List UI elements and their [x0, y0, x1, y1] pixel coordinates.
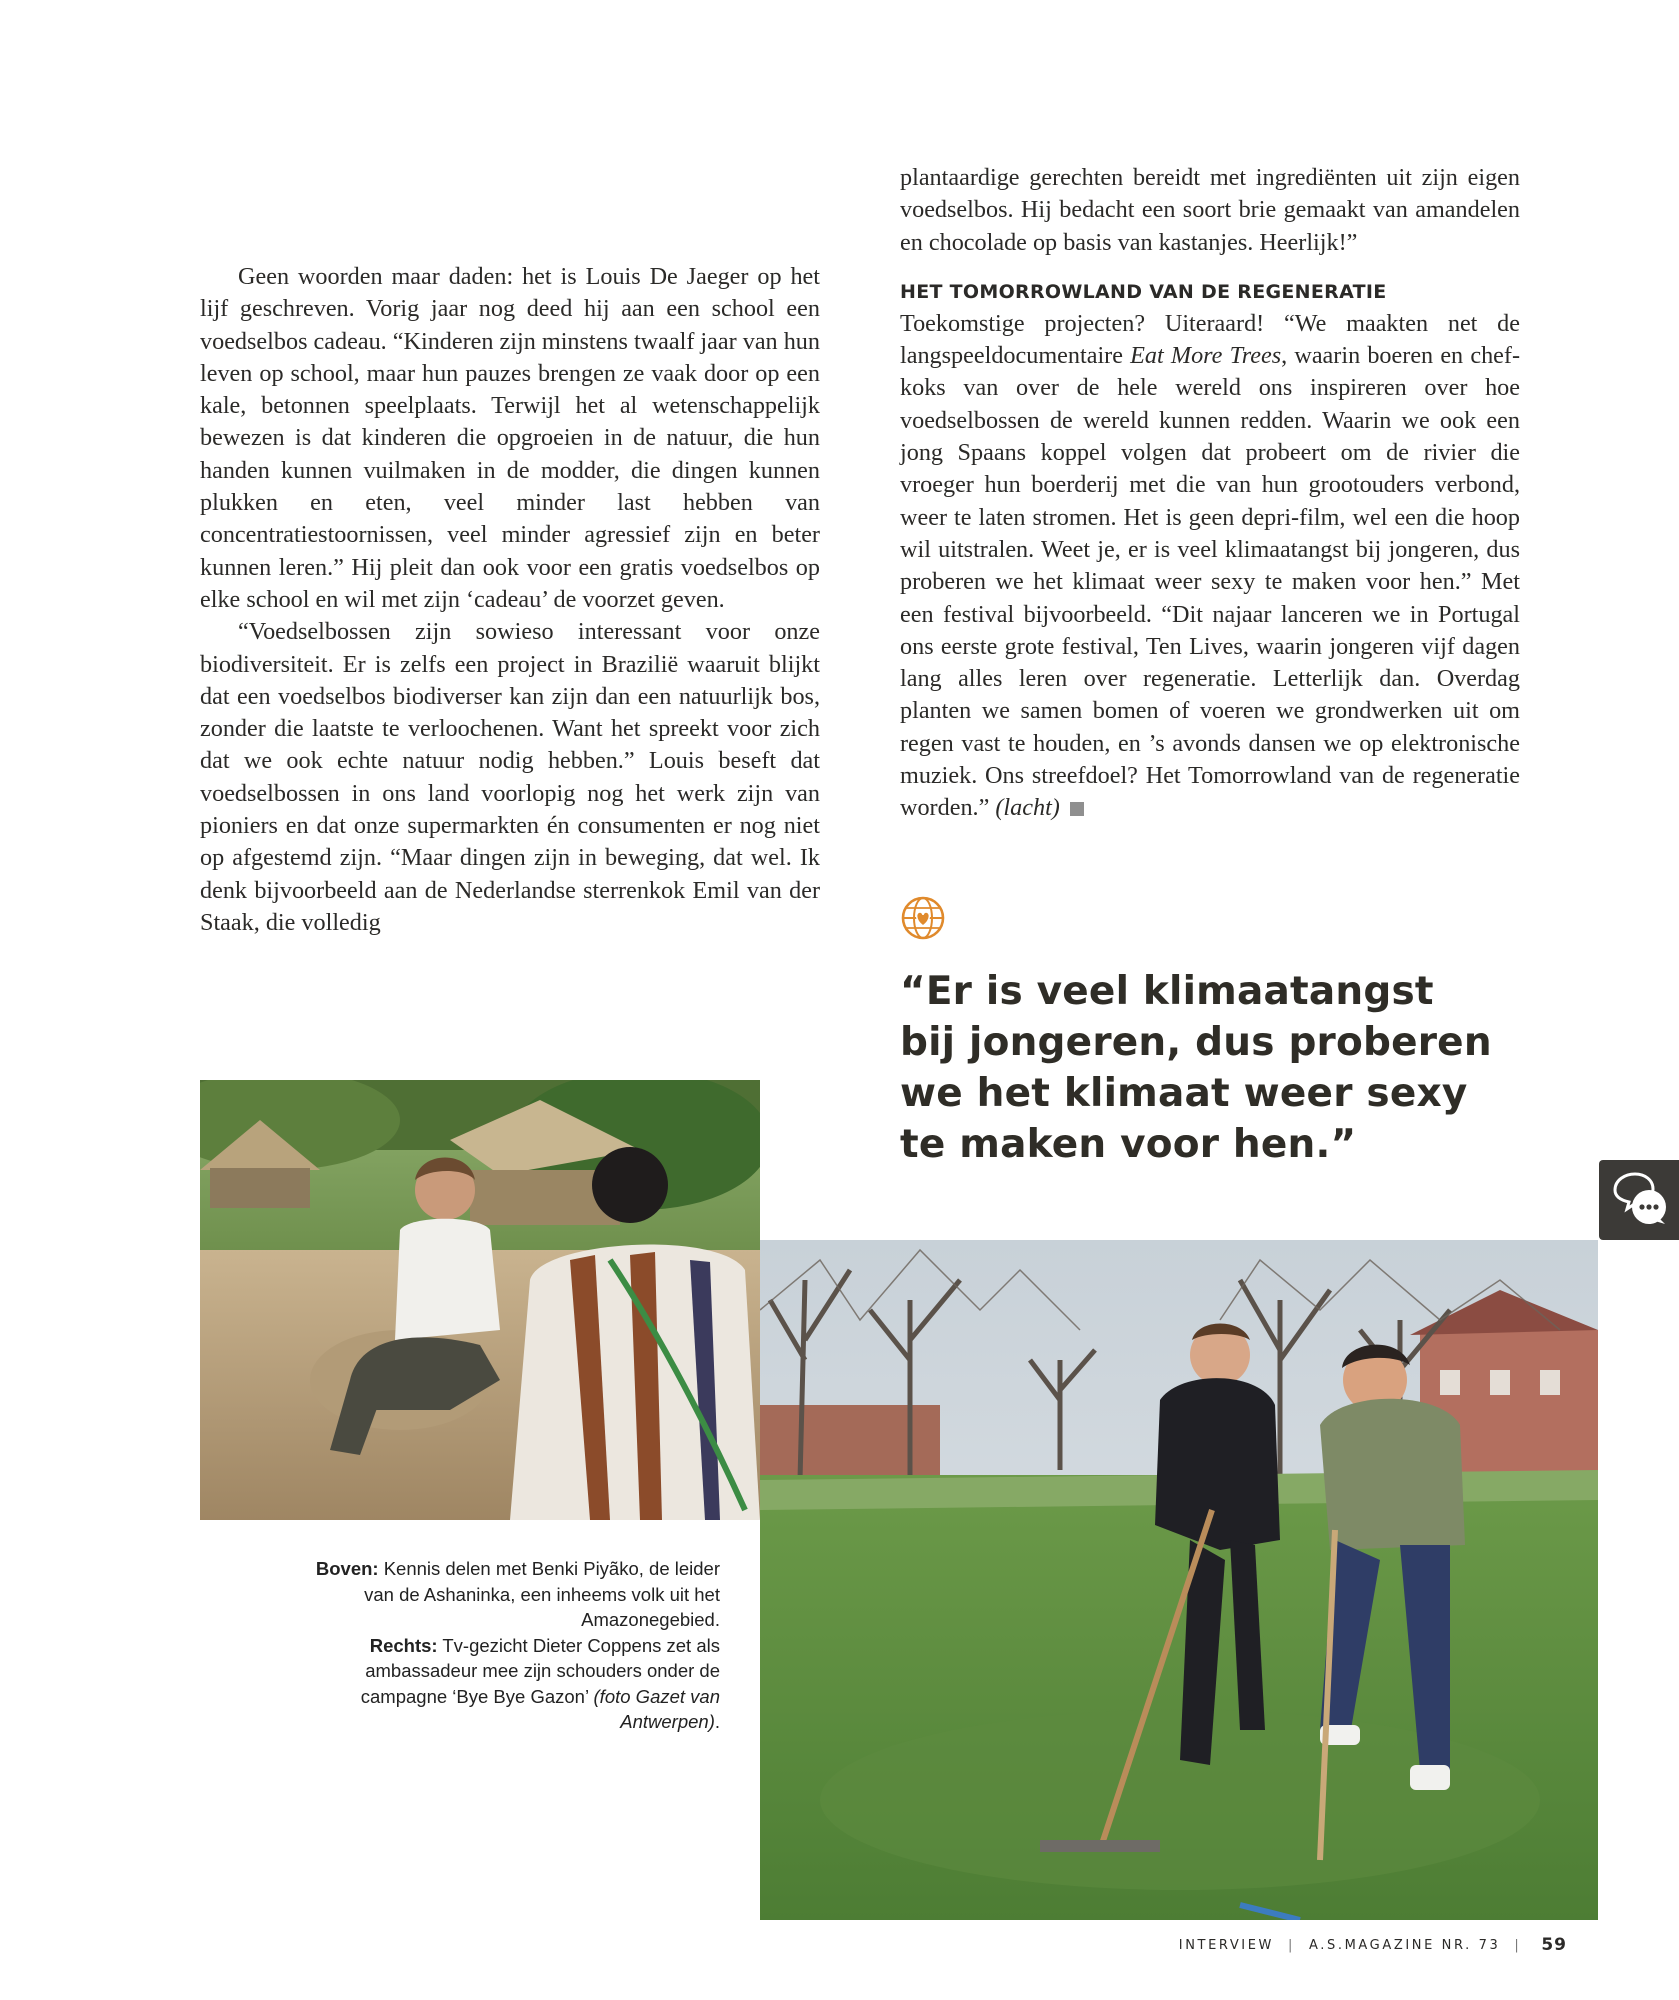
article-paragraph: “Voedselbossen zijn sowieso interessant voor onze biodiversiteit. Er is zelfs een project in Brazilië waaruit blijkt dat een voedselbos biodiverser kan zijn dan een natuurlijk bos, zonder die laatste te verloochenen. Want het spreekt voor zich dat we ook echte natuur nodig hebben.” Louis beseft dat voedselbossen in ons land voorlopig nog het werk zijn van pioniers en dat onze supermarkten én consumenten er nog niet op afgestemd zijn. “Maar dingen zijn in beweging, dat wel. Ik denk bijvoorbeeld aan de Nederlandse sterrenkok Emil van der Staak, die volledig	[200, 618, 820, 936]
article-paragraph: plantaardige gerechten bereidt met ingrediënten uit zijn eigen voedselbos. Hij bedacht een soort brie gemaakt van amandelen en chocolade op basis van kastanjes. Heerlijk!”	[900, 164, 1520, 256]
article-paragraph: Geen woorden maar daden: het is Louis De Jaeger op het lijf geschreven. Vorig jaar nog deed hij aan een school een voedselbos cadeau. “Kinderen zijn minstens twaalf jaar van hun leven op school, maar hun pauzes brengen ze vaak door op een kale, betonnen speelplaats. Terwijl het al wetenschappelijk bewezen is dat kinderen die opgroeien in de natuur, die hun handen kunnen vuilmaken in de modder, die dingen kunnen plukken en eten, veel minder last hebben van concentratiestoornissen, veel minder agressief zijn en beter kunnen leren.” Hij pleit dan ook voor een gratis voedselbos op elke school en wil met zijn ‘cadeau’ de voorzet geven.	[200, 263, 820, 613]
article-column-left	[200, 261, 820, 939]
page-footer	[1179, 1935, 1567, 1955]
footer-section: INTERVIEW	[1178, 1937, 1275, 1953]
article-paragraph	[900, 308, 1520, 825]
chat-bubbles-icon	[1599, 1160, 1679, 1240]
photo-credit: (foto Gazet van Antwerpen)	[593, 1685, 720, 1732]
paragraph-text: Toekomstige projecten? Uiteraard! “We maakten net de langspeeldocumentaire	[900, 309, 1520, 370]
caption-end: .	[714, 1711, 720, 1732]
film-title: Eat More Trees	[1130, 342, 1282, 370]
caption-text: Kennis delen met Benki Piyãko, de leider van de Ashaninka, een inheems volk uit het Amazonegebied.	[364, 1558, 720, 1630]
photo-dieter-coppens-planting	[760, 1240, 1598, 1920]
chat-widget-button[interactable]	[1599, 1160, 1679, 1240]
pull-quote-line: “Er is veel klimaatangst	[900, 969, 1434, 1014]
page-number: 59	[1541, 1935, 1567, 1955]
footer-separator: |	[1288, 1937, 1295, 1953]
aside-text: (lacht)	[995, 794, 1060, 822]
caption-text: Tv-gezicht Dieter Coppens zet als ambassadeur mee zijn schouders onder de campagne ‘Bye Bye Gazon’	[360, 1634, 720, 1707]
caption-label: Rechts:	[369, 1634, 438, 1656]
end-of-article-mark	[1070, 802, 1084, 816]
footer-separator: |	[1514, 1937, 1522, 1953]
photo-caption	[300, 1556, 720, 1735]
paragraph-text: , waarin boeren en chef-koks van over de hele wereld ons inspireren over hoe voedselbossen de wereld kunnen redden. Waarin we ook een jong Spaans koppel volgen dat probeert om de rivier die vroeger hun boerderij met die van hun grootouders verbond, weer te laten stromen. Het is geen depri-film, wel een die hoop wil uitstralen. Weet je, er is veel klimaatangst bij jongeren, dus proberen we het klimaat weer sexy te maken voor hen.” Met een festival bijvoorbeeld. “Dit najaar lanceren we in Portugal ons eerste grote festival, Ten Lives, waarin jongeren vijf dagen lang alles leren over regeneratie. Letterlijk dan. Overdag planten we samen bomen of voeren we grondwerken uit om regen vast te houden, en ’s avonds dansen we op elektronische muziek. Ons streefdoel? Het Tomorrowland van de regeneratie worden.”	[900, 342, 1521, 822]
photo-benki-piyako	[200, 1080, 760, 1520]
pull-quote-line: bij jongeren, dus proberen	[900, 1020, 1492, 1065]
globe-heart-icon	[900, 895, 946, 941]
section-subheading: HET TOMORROWLAND VAN DE REGENERATIE	[900, 280, 1387, 303]
caption-label: Boven:	[315, 1558, 379, 1579]
footer-magazine: A.S.MAGAZINE NR. 73	[1309, 1937, 1501, 1953]
article-column-right	[900, 162, 1520, 825]
pull-quote-line: we het klimaat weer sexy	[900, 1071, 1468, 1116]
pull-quote	[900, 966, 1520, 1170]
pull-quote-line: te maken voor hen.”	[900, 1122, 1357, 1167]
